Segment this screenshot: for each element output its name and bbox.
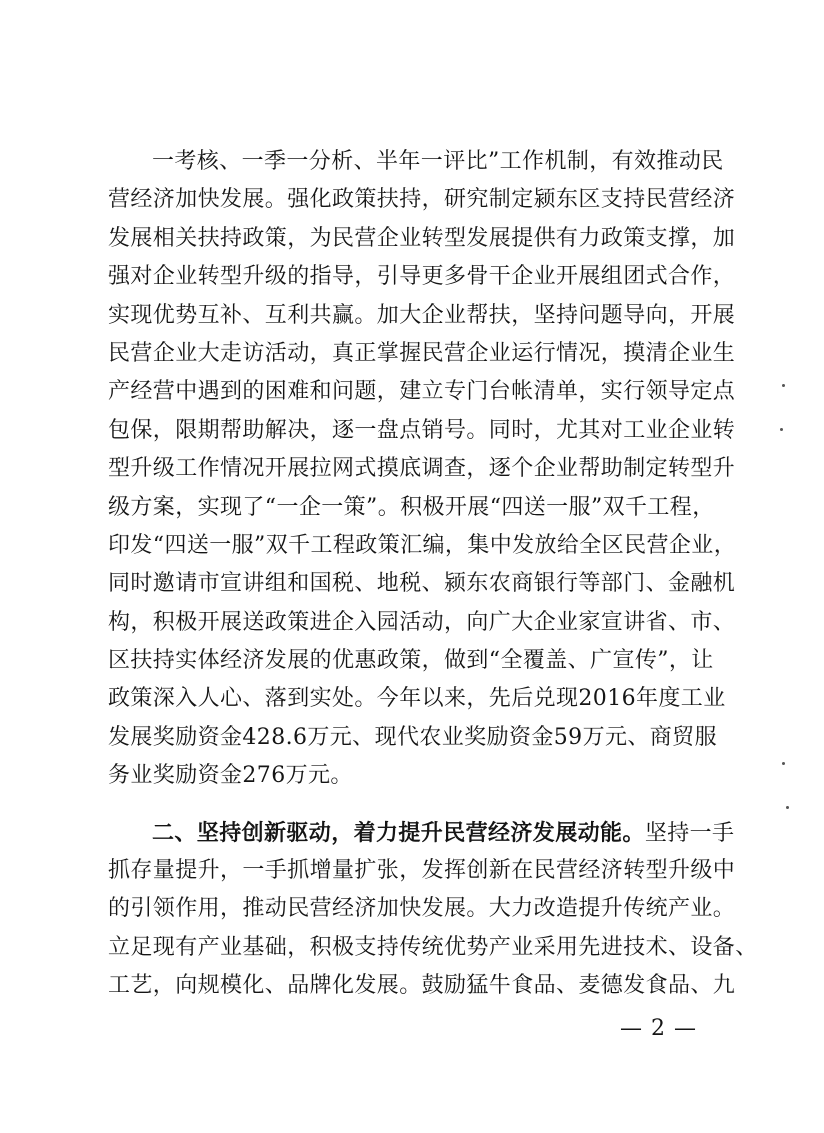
- text-line: 发展相关扶持政策，为民营企业转型发展提供有力政策支撑，加: [108, 225, 736, 251]
- text-line: 营经济加快发展。强化政策扶持，研究制定颍东区支持民营经济: [108, 187, 736, 213]
- page-number: — 2 —: [620, 1016, 697, 1041]
- text-line: 工艺，向规模化、品牌化发展。鼓励猛牛食品、麦德发食品、九: [108, 973, 736, 999]
- heading-line-rest: 坚持一手: [644, 820, 735, 846]
- text-line: 一考核、一季一分析、半年一评比”工作机制，有效推动民: [152, 149, 724, 174]
- text-line: 政策深入人心、落到实处。今年以来，先后兑现2016年度工业: [108, 686, 726, 712]
- text-line: 强对企业转型升级的指导，引导更多骨干企业开展组团式合作，: [108, 264, 736, 290]
- text-line: 区扶持实体经济发展的优惠政策，做到“全覆盖、广宣传”，让: [108, 648, 714, 674]
- text-line: 构，积极开展送政策进企入园活动，向广大企业家宣讲省、市、: [108, 609, 736, 635]
- text-line: 民营企业大走访活动，真正掌握民营企业运行情况，摸清企业生: [108, 340, 736, 366]
- text-line: 务业奖励资金276万元。: [108, 763, 353, 789]
- text-line: 抓存量提升，一手抓增量扩张，发挥创新在民营经济转型升级中: [108, 858, 736, 884]
- text-line: 级方案，实现了“一企一策”。积极开展“四送一服”双千工程，: [108, 494, 715, 520]
- text-line: 的引领作用，推动民营经济加快发展。大力改造提升传统产业。: [108, 896, 736, 922]
- scan-speck: [786, 806, 789, 809]
- text-line: 实现优势互补、互利共赢。加大企业帮扶，坚持问题导向，开展: [108, 302, 736, 328]
- text-line: 印发“四送一服”双千工程政策汇编，集中发放给全区民营企业，: [108, 532, 737, 558]
- text-line: 发展奖励资金428.6万元、现代农业奖励资金59万元、商贸服: [108, 724, 717, 750]
- text-line: 型升级工作情况开展拉网式摸底调查，逐个企业帮助制定转型升: [108, 456, 736, 482]
- text-line: 包保，限期帮助解决，逐一盘点销号。同时，尤其对工业企业转: [108, 417, 736, 443]
- scan-speck: [782, 384, 785, 387]
- section-heading: 二、坚持创新驱动，着力提升民营经济发展动能。: [152, 819, 645, 846]
- text-line: 产经营中遇到的困难和问题，建立专门台帐清单，实行领导定点: [108, 379, 736, 405]
- body-text: [108, 143, 758, 1006]
- text-line: 立足现有产业基础，积极支持传统优势产业采用先进技术、设备、: [108, 934, 758, 960]
- text-line: 同时邀请市宣讲组和国税、地税、颍东农商银行等部门、金融机: [108, 571, 736, 597]
- section-heading-line: [108, 814, 735, 852]
- scan-speck: [780, 428, 783, 431]
- scan-speck: [782, 762, 785, 765]
